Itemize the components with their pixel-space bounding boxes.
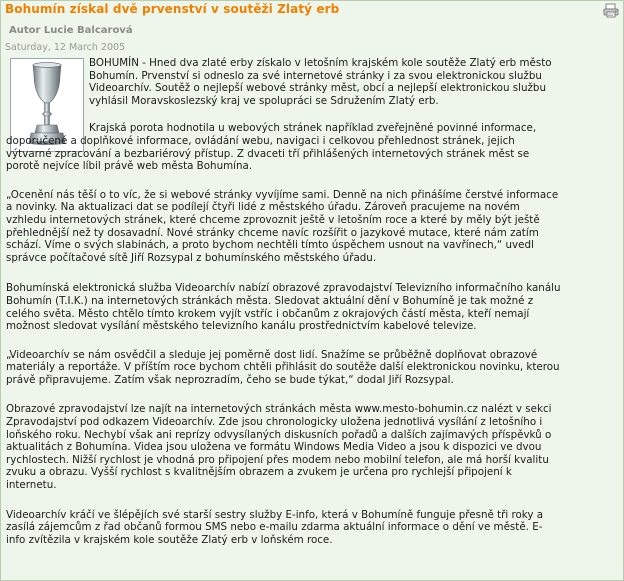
text-line: rychlostech. Nižší rychlost je vhodná pro připojení přes modem nebo mobilní telefon, ale má horší kvalitu (6, 453, 549, 466)
text-line: materiály a reportáže. V příštím roce bychom chtěli přihlásit do soutěže další elektronickou novinku, kterou (6, 361, 560, 374)
text-line: správce počítačové sítě Jiří Rozsypal z bohumínského městského úřadu. (6, 251, 377, 264)
text-line: Bohumín. Prvenství si odneslo za své internetové stránky i za svou elektronickou službu (89, 69, 542, 82)
text-line: celého světa. Město chtělo tímto krokem vyjít vstříc i občanům z okrajových částí města, kteří nemají (6, 307, 530, 320)
text-line: vyhlásil Moravskoslezský kraj ve spolupráci se Sdružením Zlatý erb. (89, 94, 439, 107)
text-line: schází. Víme o svých slabinách, a proto bychom nechtěli tímto úspěchem usnout na vavřínech,“ uvedl (6, 239, 534, 252)
text-line: doporučené a doplňkové informace, ovládání webu, navigaci i celkovou přehlednost stránek, jejich (6, 134, 515, 147)
paragraph-5 (6, 349, 613, 387)
print-icon (603, 3, 619, 18)
paragraph-3 (6, 189, 613, 265)
text-line: vzhledu internetových stránek, které chceme zprovoznit ještě v letošním roce a které by měly být ještě (6, 213, 540, 226)
text-line: Videoarchív kráčí ve šlépějích své starší sestry služby E-info, která v Bohumíně funguje přesně tři roky a (6, 508, 544, 521)
text-line: aktualitách z Bohumína. Videa jsou uložena ve formátu Windows Media Video a jsou k dispozici ve dvou (6, 441, 542, 454)
paragraph-7 (6, 509, 613, 547)
text-line: Bohumínská elektronická služba Videoarchív nabízí obrazové zpravodajství Televizního informačního kanálu (6, 282, 561, 295)
text-line: zasílá zájemcům z řad občanů formou SMS nebo e-mailu zdarma aktuální informace o dění ve městě. E- (6, 521, 543, 534)
text-line: možnost sledovat vysílání městského televizního kanálu prostřednictvím kabelové televize. (6, 320, 477, 333)
text-line: „Ocenění nás těší o to víc, že si webové stránky vyvíjíme sami. Denně na nich přinášíme čerstvé informace (6, 188, 559, 201)
text-line: BOHUMÍN - Hned dva zlaté erby získalo v letošním krajském kole soutěže Zlatý erb město (89, 57, 552, 69)
text-line: porotě nejvíce líbil právě web města Bohumína. (6, 160, 253, 173)
paragraph-6 (6, 403, 613, 491)
text-line: loňského roku. Nechybí však ani reprízy odvysílaných diskusních pořadů a dalších zajímavých příspěvků o (6, 428, 552, 441)
text-line: Zpravodajství pod odkazem Videoarchív. Zde jsou chronologicky uložena jednotlivá vysílání z letošního i (6, 416, 543, 429)
text-line: Obrazové zpravodajství lze najít na internetových stránkách města www.mesto-bohumin.cz nalézt v sekci (6, 403, 552, 416)
paragraph-2 (6, 122, 613, 172)
text-line: výtvarné zpracování a bezbariérový přístup. Z dvaceti tří přihlášených internetových stránek měst se (6, 147, 530, 160)
text-line: Krajská porota hodnotila u webových stránek například zveřejněné povinné informace, (89, 122, 537, 135)
print-button[interactable] (603, 3, 619, 18)
text-line: Videoarchív. Soutěž o nejlepší webové stránky měst, obcí a nejlepší elektronickou službu (89, 82, 546, 95)
text-line: zvuku a obrazu. Vyšší rychlost s kvalitnějším obrazem a zvukem je určena pro rychlejší připojení k (6, 466, 512, 479)
text-line: přehlednější než ty dosavadní. Nové stránky chceme navíc rozšířit o jazykové mutace, které nám zatím (6, 226, 539, 239)
paragraph-1 (6, 57, 613, 107)
paragraph-4 (6, 282, 613, 332)
text-line: Bohumín (T.I.K.) na internetových stránkách města. Sledovat aktuální dění v Bohumíně je tak možné z (6, 294, 534, 307)
text-line: právě připravujeme. Zatím však neprozradím, čeho se bude týkat,“ dodal Jiří Rozsypal. (6, 373, 454, 386)
article-title: Bohumín získal dvě prvenství v soutěži Zlatý erb (5, 2, 340, 16)
text-line: a novinky. Na aktualizaci dat se podílejí čtyři lidé z městského úřadu. Zároveň pracujeme na novém (6, 201, 520, 214)
article-date: Saturday, 12 March 2005 (5, 42, 126, 53)
text-line: „Videoarchív se nám osvědčil a sleduje jej poměrně dost lidí. Snažíme se průběžně doplňovat obrazové (6, 348, 538, 361)
text-line: info zvítězila v krajském kole soutěže Zlatý erb v loňském roce. (6, 533, 333, 546)
article-author: Autor Lucie Balcarová (9, 25, 133, 36)
article-body (6, 57, 613, 561)
text-line: internetu. (6, 479, 57, 492)
